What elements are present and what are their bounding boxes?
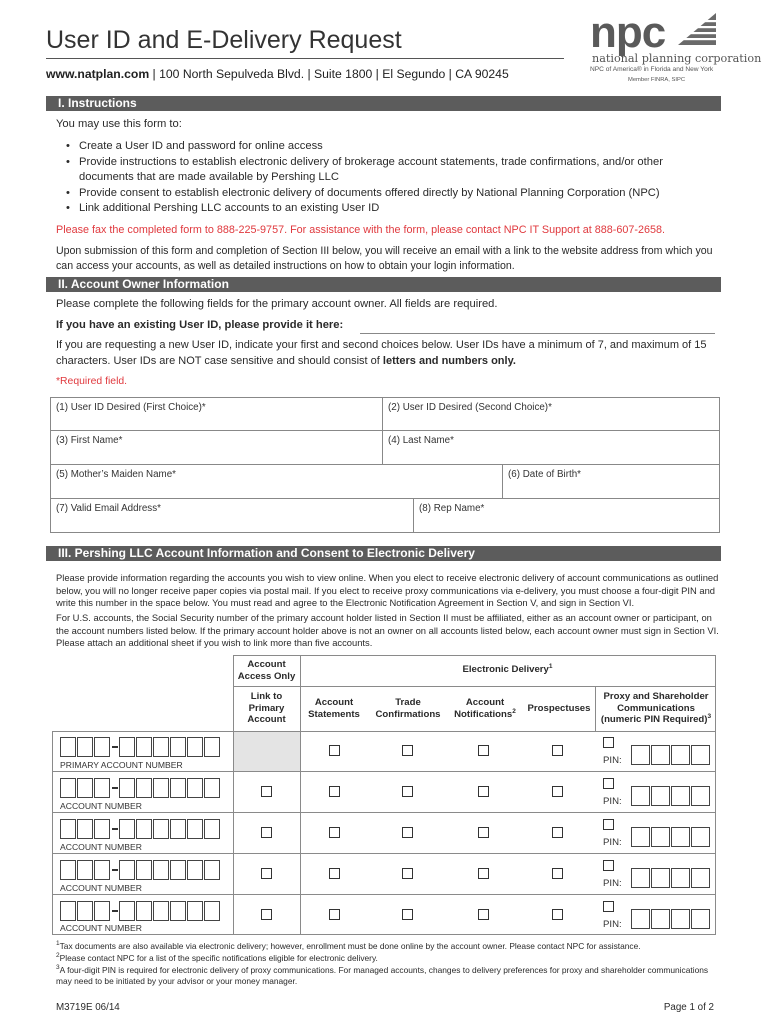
npc-logo [586,8,762,88]
proxy-checkbox[interactable] [603,901,614,912]
section-pershing-heading: III. Pershing LLC Account Information and Consent to Electronic Delivery [46,546,721,561]
new-id-text: If you are requesting a new User ID, indicate your first and second choices below. User IDs have a minimum of 7, and maximum of 15 characters. User IDs are NOT case sensitive and should consist of letters and numbers only. [56,339,707,367]
instructions-intro: You may use this form to: [56,118,182,130]
account-number-label: ACCOUNT NUMBER [60,883,142,893]
existing-id-field[interactable] [360,333,715,334]
account-number-input[interactable] [60,819,221,839]
account-number-label: PRIMARY ACCOUNT NUMBER [60,760,183,770]
rep-name-field[interactable]: (8) Rep Name* [414,499,720,533]
title-divider [46,58,564,59]
existing-id-prompt: If you have an existing User ID, please provide it here: [56,319,344,331]
logo-subline: NPC of America® in Florida and New York [590,66,714,73]
trade-confirmations-checkbox[interactable] [402,786,413,797]
pin-input[interactable] [631,868,711,888]
trade-confirmations-checkbox[interactable] [402,909,413,920]
triangle-stripes-icon [676,12,718,46]
footnote-2: $^2$Please contact NPC for a list of the specific notifications eligible for electronic delivery. [56,952,378,963]
section-instructions-heading: I. Instructions [46,96,721,111]
prospectuses-checkbox[interactable] [552,786,563,797]
notifications-checkbox[interactable] [478,909,489,920]
prospectuses-header: Prospectuses [527,703,591,714]
proxy-checkbox[interactable] [603,778,614,789]
notifications-checkbox[interactable] [478,868,489,879]
statements-checkbox[interactable] [329,786,340,797]
statements-checkbox[interactable] [329,745,340,756]
account-number-input[interactable] [60,778,221,798]
notifications-checkbox[interactable] [478,786,489,797]
pin-label: PIN: [603,755,622,766]
proxy-checkbox[interactable] [603,860,614,871]
trade-confirmations-header: Trade Confirmations [375,697,441,720]
account-number-label: ACCOUNT NUMBER [60,923,142,933]
account-number-label: ACCOUNT NUMBER [60,842,142,852]
section-account-owner-heading: II. Account Owner Information [46,277,721,292]
account-number-input[interactable] [60,901,221,921]
primary-link-cell-disabled [233,731,300,771]
pin-label: PIN: [603,796,622,807]
prospectuses-checkbox[interactable] [552,827,563,838]
user-id-first-field[interactable]: (1) User ID Desired (First Choice)* [50,397,383,431]
submission-text: Upon submission of this form and completion of Section III below, you will receive an email with a link to the website address from which you can access your accounts, as well as detailed instructions on how to obtain your login information. [56,245,713,272]
user-id-second-field[interactable]: (2) User ID Desired (Second Choice)* [383,397,720,431]
prospectuses-checkbox[interactable] [552,909,563,920]
statements-checkbox[interactable] [329,827,340,838]
required-note: *Required field. [56,376,128,387]
statements-checkbox[interactable] [329,909,340,920]
pershing-para-2: For U.S. accounts, the Social Security number of the primary account holder listed in Section II must be affiliated, either as an account owner or participant, on the account numbers listed below. If the primary account holder above is not an owner on all accounts listed below, each account owner must sign in Section VI. Please attach an additional sheet if you wish to link more than five accounts. [56,612,719,648]
logo-wordmark: npc [590,8,666,57]
footnote-3: $^3$A four-digit PIN is required for electronic delivery of proxy communications. For managed accounts, changes to delivery preferences for proxy and shareholder communications may need to be initiated by your advisor or your money manager. [56,964,709,986]
account-number-input[interactable] [60,860,221,880]
page-title: User ID and E-Delivery Request [46,26,402,54]
logo-company-name: national planning corporation [592,52,762,65]
address-line [46,67,509,81]
last-name-field[interactable]: (4) Last Name* [383,431,720,465]
list-item: • Provide instructions to establish electronic delivery of brokerage account statements, trade confirmations, and/or other documents that are made available by Pershing LLC [66,155,716,186]
link-primary-checkbox[interactable] [261,909,272,920]
link-primary-checkbox[interactable] [261,827,272,838]
list-item: • Link additional Pershing LLC accounts to an existing User ID [66,201,716,217]
prospectuses-checkbox[interactable] [552,868,563,879]
prospectuses-checkbox[interactable] [552,745,563,756]
trade-confirmations-checkbox[interactable] [402,745,413,756]
maiden-name-field[interactable]: (5) Mother’s Maiden Name* [50,465,503,499]
electronic-delivery-header: Electronic Delivery$^1$ [462,662,553,675]
fax-notice: Please fax the completed form to 888-225-9757. For assistance with the form, please contact NPC IT Support at 888-607-2658. [56,224,665,236]
pin-input[interactable] [631,745,711,765]
instructions-list [66,139,716,217]
notifications-checkbox[interactable] [478,827,489,838]
dob-field[interactable]: (6) Date of Birth* [503,465,720,499]
access-only-header: Account Access Only [237,659,296,682]
pin-input[interactable] [631,786,711,806]
website-link[interactable]: www.natplan.com [46,67,150,81]
form-code: M3719E 06/14 [56,1002,120,1013]
trade-confirmations-checkbox[interactable] [402,827,413,838]
pin-input[interactable] [631,827,711,847]
statements-checkbox[interactable] [329,868,340,879]
notifications-header: Account Notifications$^2$ [454,697,516,720]
trade-confirmations-checkbox[interactable] [402,868,413,879]
pin-label: PIN: [603,837,622,848]
pin-input[interactable] [631,909,711,929]
link-primary-header: Link to Primary Account [247,691,286,725]
pin-label: PIN: [603,919,622,930]
proxy-header: Proxy and Shareholder Communications (numeric PIN Required)$^3$ [600,691,712,725]
footnote-1: $^1$Tax documents are also available via electronic delivery; however, enrollment must be done online by the account owner. Please contact NPC for assistance. [56,940,641,951]
account-number-label: ACCOUNT NUMBER [60,801,142,811]
notifications-checkbox[interactable] [478,745,489,756]
link-primary-checkbox[interactable] [261,786,272,797]
pin-label: PIN: [603,878,622,889]
list-item: • Create a User ID and password for online access [66,139,716,155]
logo-member: Member FINRA, SIPC [628,77,686,83]
link-primary-checkbox[interactable] [261,868,272,879]
primary-account-number-input[interactable] [60,737,221,757]
list-item: • Provide consent to establish electronic delivery of documents offered directly by National Planning Corporation (NPC) [66,186,716,202]
account-owner-intro: Please complete the following fields for the primary account owner. All fields are required. [56,298,498,310]
first-name-field[interactable]: (3) First Name* [50,431,383,465]
page-number: Page 1 of 2 [663,1002,714,1013]
statements-header: Account Statements [308,697,360,720]
proxy-checkbox[interactable] [603,737,614,748]
proxy-checkbox[interactable] [603,819,614,830]
pershing-para-1: Please provide information regarding the accounts you wish to view online. When you elect to receive electronic delivery of account communications as outlined below, you will no longer receive paper copies via postal mail. If you elect to receive proxy communications via e-delivery, you must choose a four-digit PIN and write this number in the space below. You must read and agree to the Electronic Notification Agreement in Section V, and sign in Section VI. [56,572,719,608]
email-field[interactable]: (7) Valid Email Address* [50,499,414,533]
street-address: | 100 North Sepulveda Blvd. | Suite 1800 | El Segundo | CA 90245 [149,67,509,81]
